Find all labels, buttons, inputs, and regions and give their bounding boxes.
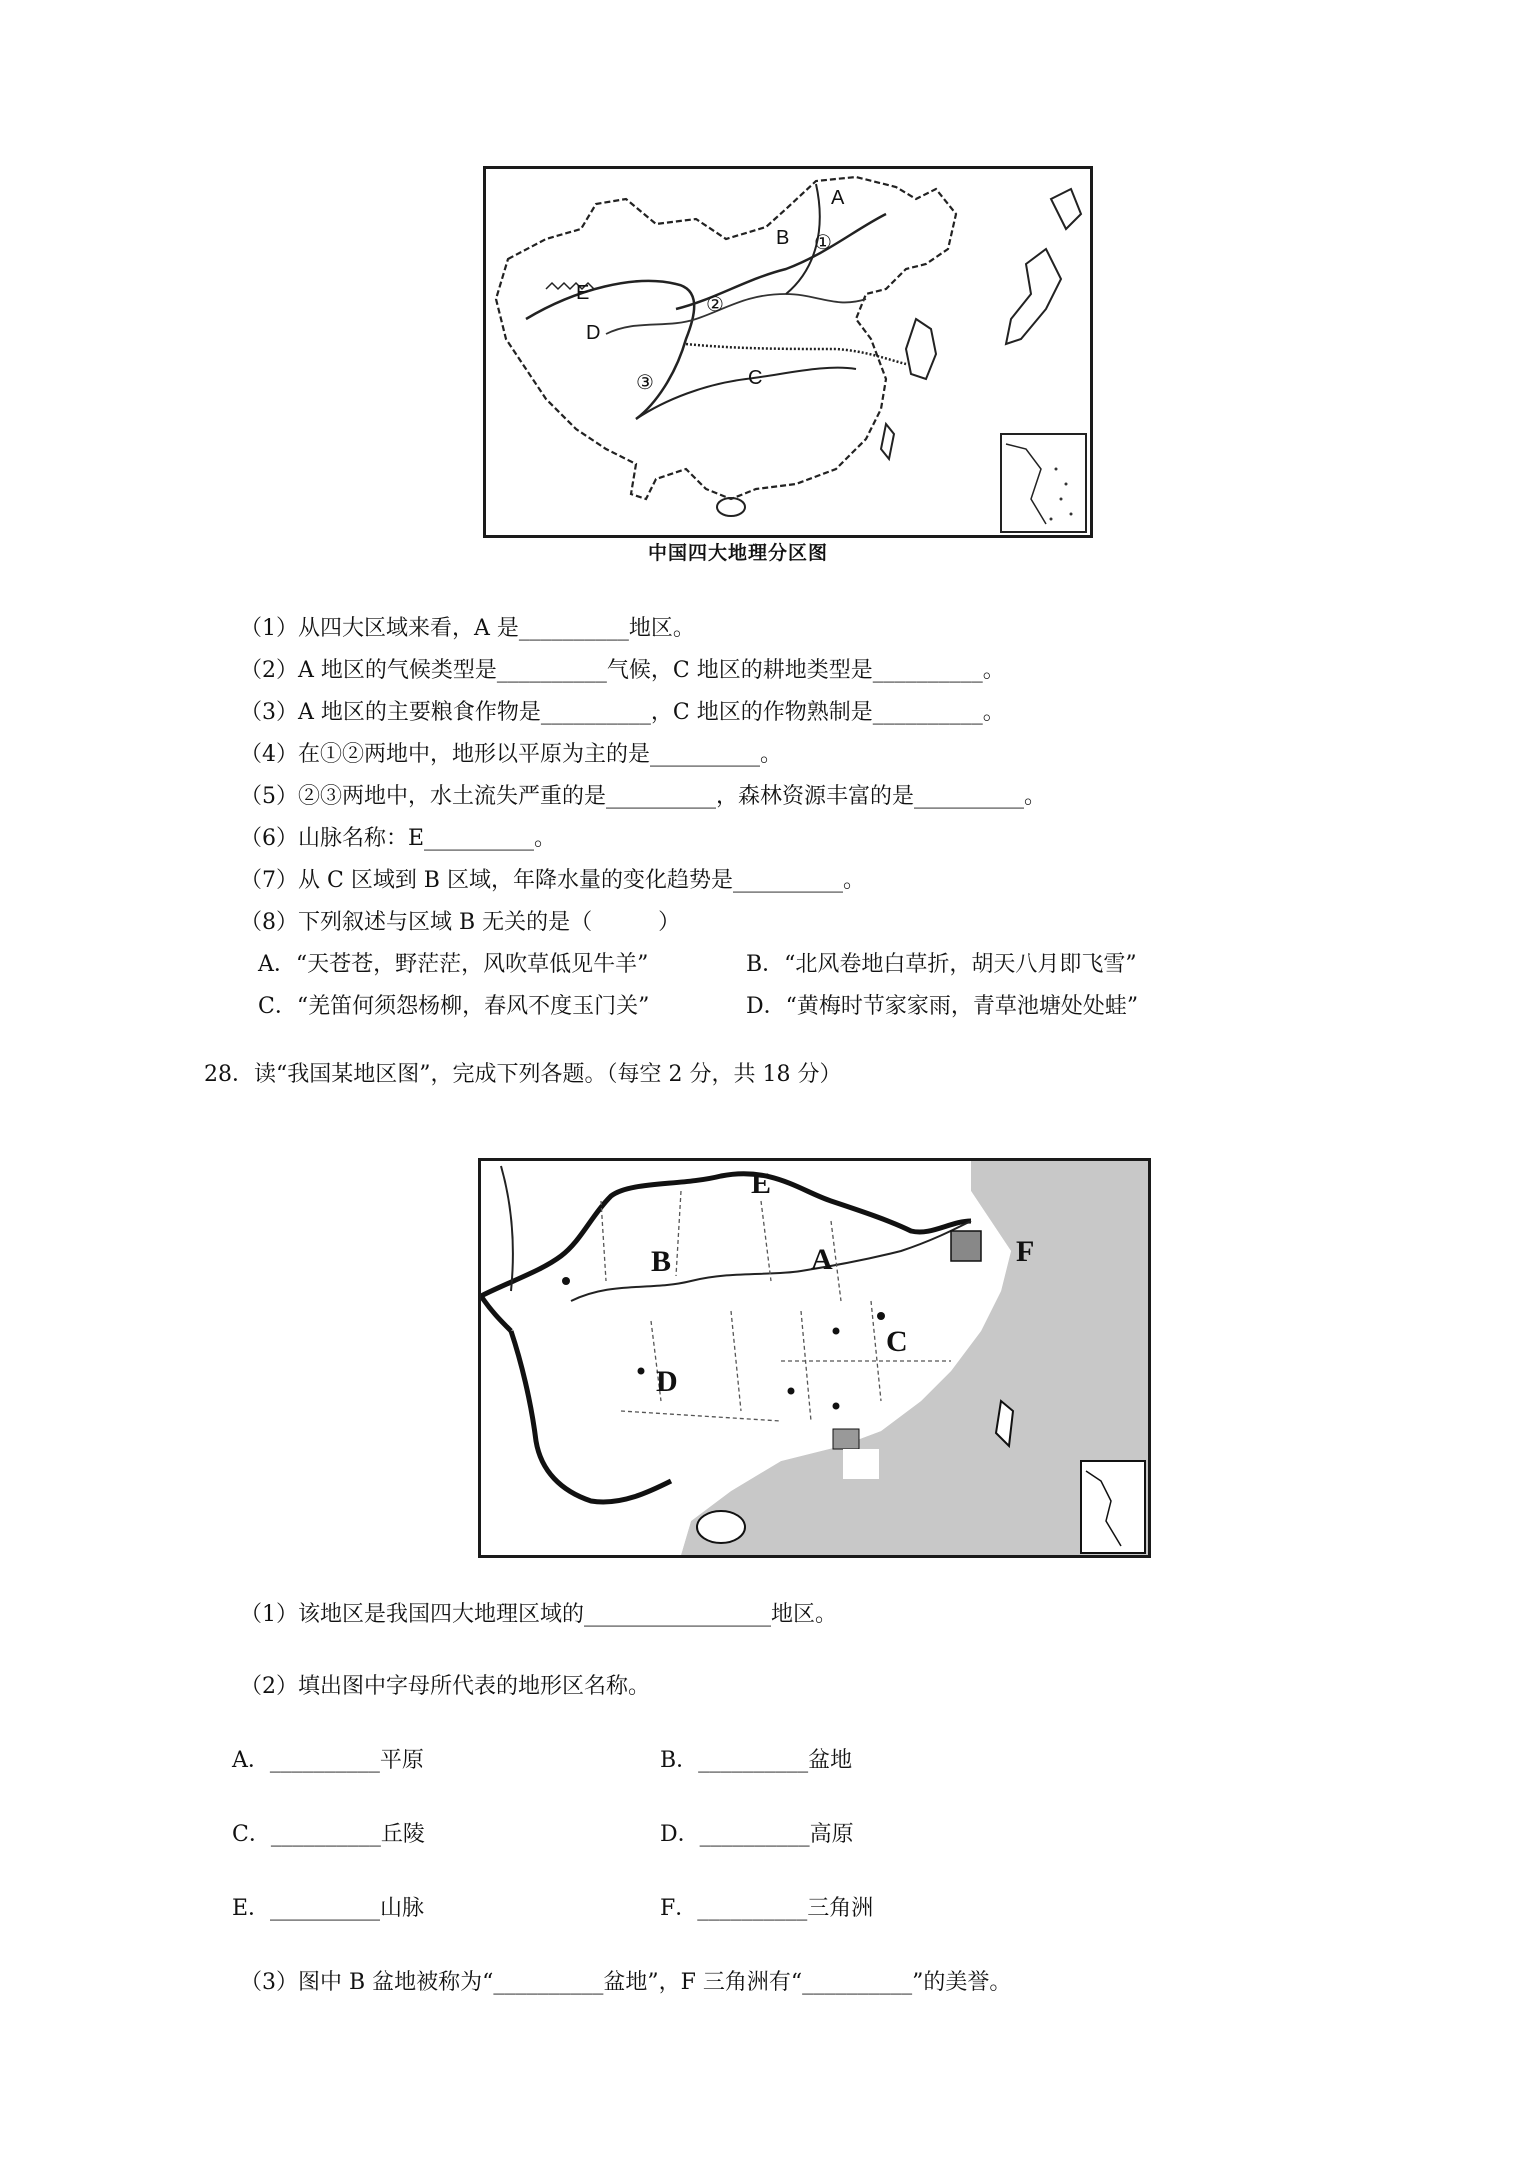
q27-item-6: （6）山脉名称：E__________。 [240,826,557,851]
q28-stem: 28．读“我国某地区图”，完成下列各题。（每空 2 分，共 18 分） [204,1062,842,1087]
china-four-regions-svg [486,169,1090,535]
south-china-sea-inset [1001,434,1086,532]
q27-option-A: A．“天苍苍，野茫茫，风吹草低见牛羊” [258,952,649,977]
map1-label-D: D [586,322,601,344]
q27-item-4: （4）在①②两地中，地形以平原为主的是__________。 [240,742,782,767]
map1-label-E: E [576,282,590,304]
hainan-island [697,1511,745,1543]
q27-item-7: （7）从 C 区域到 B 区域，年降水量的变化趋势是__________。 [240,868,865,893]
q27-option-B: B．“北风卷地白草折，胡天八月即飞雪” [746,952,1137,977]
map2-label-A: A [811,1243,833,1276]
q28-blank-E: E．__________山脉 [232,1896,425,1921]
q27-item-8: （8）下列叙述与区域 B 无关的是（ ） [240,910,681,935]
q28-item-3: （3）图中 B 盆地被称为“__________盆地”，F 三角洲有“__________”的美誉。 [240,1970,1012,1995]
q27-item-3: （3）A 地区的主要粮食作物是__________，C 地区的作物熟制是__________。 [240,700,1005,725]
map2-label-D: D [656,1365,678,1398]
q27-item-2: （2）A 地区的气候类型是__________气候，C 地区的耕地类型是__________。 [240,658,1005,683]
map1-label-one: ① [814,232,832,254]
hainan-outline [717,498,745,516]
q28-item-2: （2）填出图中字母所代表的地形区名称。 [240,1674,650,1699]
qinghai-tibet-boundary [526,281,694,419]
blank-patch [843,1449,879,1479]
q27-option-C: C．“羌笛何须怨杨柳，春风不度玉门关” [258,994,650,1019]
south-china-region-svg [481,1161,1148,1555]
map2-label-E: E [751,1167,772,1200]
map1-label-three: ③ [636,372,654,394]
q28-item-1: （1）该地区是我国四大地理区域的_________________地区。 [240,1602,837,1627]
taiwan-outline [881,424,894,459]
q28-blank-D: D．__________高原 [660,1822,854,1847]
map1-caption: 中国四大地理分区图 [648,542,829,564]
map1-label-A: A [831,187,845,209]
q28-blank-B: B．__________盆地 [660,1748,853,1773]
map1-label-two: ② [706,294,724,316]
map2-label-C: C [886,1325,908,1358]
q27-option-D: D．“黄梅时节家家雨，青草池塘处处蛙” [746,994,1139,1019]
japan-north [1051,189,1081,229]
map2-label-F: F [1016,1235,1035,1268]
china-four-regions-map [483,166,1093,538]
q27-item-5: （5）②③两地中，水土流失严重的是__________，森林资源丰富的是__________。 [240,784,1046,809]
q28-blank-C: C．__________丘陵 [232,1822,425,1847]
q28-blank-F: F．__________三角洲 [660,1896,874,1921]
yellow-river [606,294,866,334]
korea-outline [906,319,936,379]
q28-blank-A: A．__________平原 [232,1748,424,1773]
japan-outline [1006,249,1061,344]
delta-hatch [951,1231,981,1261]
pearl-delta-hatch [833,1429,859,1449]
south-china-region-map [478,1158,1151,1558]
china-outline [496,177,956,499]
map1-label-B: B [776,227,790,249]
map2-label-B: B [651,1245,672,1278]
map1-label-C: C [748,367,763,389]
sichuan-boundary [636,368,856,419]
q27-item-1: （1）从四大区域来看，A 是__________地区。 [240,616,695,641]
